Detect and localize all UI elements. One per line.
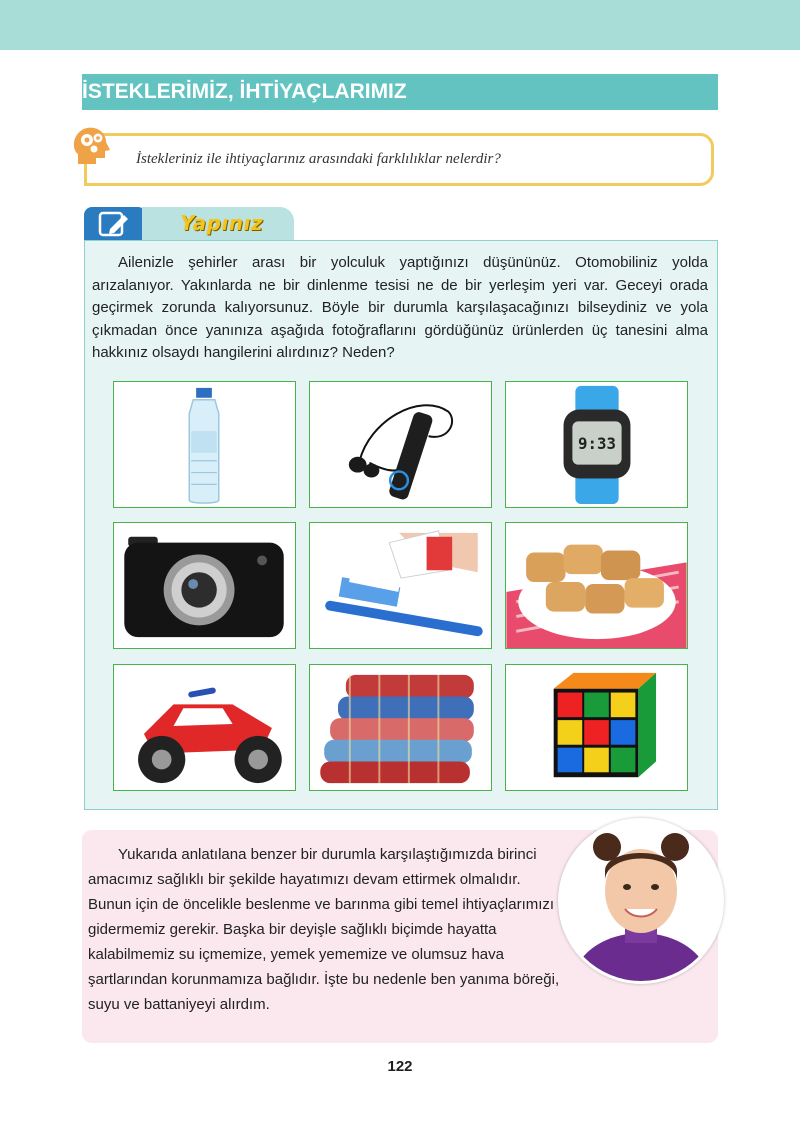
- water-bottle-icon: [114, 382, 295, 507]
- blanket-icon: [310, 665, 491, 790]
- camera-image: [113, 522, 296, 649]
- girl-icon: [561, 821, 721, 981]
- top-band: [0, 0, 800, 50]
- pencil-paper-icon: [84, 207, 146, 241]
- section-title: [82, 74, 718, 110]
- mp3-player-icon: [310, 382, 491, 507]
- head-gears-icon: [70, 124, 112, 170]
- rubiks-cube-image: [505, 664, 688, 791]
- rubiks-cube-icon: [506, 665, 687, 790]
- section-title-text: İSTEKLERİMİZ, İHTİYAÇLARIMIZ: [82, 80, 407, 103]
- atv-toy-image: [113, 664, 296, 791]
- pastry-image: [505, 522, 688, 649]
- pastry-icon: [506, 523, 687, 648]
- mp3-player-image: [309, 381, 492, 508]
- blankets-image: [309, 664, 492, 791]
- toothpaste-toothbrush-image: [309, 522, 492, 649]
- activity-text: Ailenizle şehirler arası bir yolculuk yaptığınızı düşününüz. Otomobiliniz yolda arızalanıyor. Yakınlarda ne bir dinlenme tesisi ne de bir yerleşim yeri var. Geceyi orada geçirmek zorunda kalıyorsunuz. Böyle bir durumla karşılaşacağınızı bilseydiniz ve yola çıkmadan önce yanınıza aşağıda fotoğraflarını gördüğünüz ürünlerden üç tanesini alma hakkınız olsaydı hangilerini alırdınız? Neden?: [92, 254, 708, 361]
- tab-icon-box: [84, 207, 146, 241]
- camera-icon: [114, 523, 295, 648]
- page-number: 122: [387, 1058, 413, 1075]
- question-text: İstekleriniz ile ihtiyaçlarınız arasındaki farklılıklar nelerdir?: [136, 151, 501, 167]
- product-grid: [113, 381, 688, 795]
- toothbrush-icon: [310, 523, 491, 648]
- watch-icon: [506, 382, 687, 507]
- watch-image: [505, 381, 688, 508]
- girl-portrait: [558, 818, 724, 984]
- water-bottle-image: [113, 381, 296, 508]
- conclusion-paragraph: [88, 842, 562, 1017]
- watch-display: 9:33: [578, 433, 616, 453]
- tab-label: Yapınız: [180, 211, 264, 235]
- atv-icon: [114, 665, 295, 790]
- conclusion-text: Yukarıda anlatılana benzer bir durumla karşılaştığımızda birinci amacımız sağlıklı bir şekilde hayatımızı devam ettirmek olmalıdır. Bunun için de öncelikle beslenme ve barınma gibi temel ihtiyaçlarımızı gidermemiz gerekir. Başka bir deyişle sağlıklı biçimde hayatta kalabilmemiz su içmemize, yemek yememize ve olumsuz hava şartlarından korunmamıza bağlıdır. İşte bu nedenle ben yanıma böreği, suyu ve battaniyeyi alırdım.: [88, 846, 560, 1013]
- activity-paragraph: [92, 252, 708, 365]
